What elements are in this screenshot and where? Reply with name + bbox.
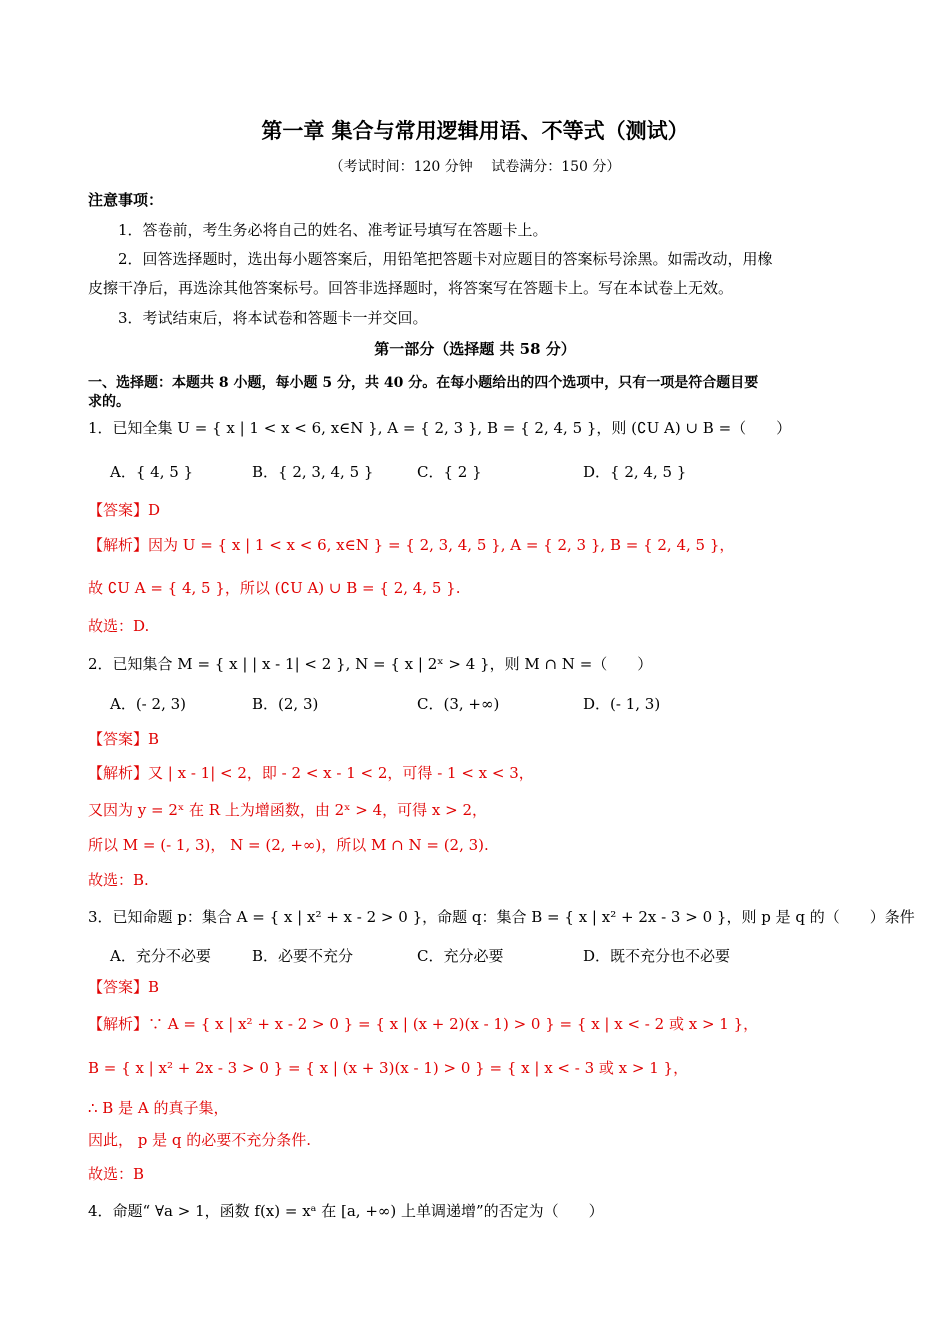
question-2-analysis-line1 xyxy=(88,763,534,783)
question-2-option-b[interactable]: B．(2, 3) xyxy=(252,695,319,713)
analysis-tag: 【解析】 xyxy=(88,536,149,554)
exam-info: （考试时间：120 分钟 试卷满分：150 分） xyxy=(329,159,621,175)
question-2-analysis-line3: 所以 M = (- 1, 3)， N = (2, +∞)，所以 M ∩ N = (2, 3). xyxy=(88,836,489,854)
notice-heading: 注意事项： xyxy=(88,191,164,209)
question-3-conclusion: 故选：B xyxy=(88,1165,145,1183)
question-3-answer xyxy=(88,977,159,997)
question-3-option-a[interactable]: A．充分不必要 xyxy=(110,947,211,965)
notice-item-2-line1: 2．回答选择题时，选出每小题答案后，用铅笔把答题卡对应题目的答案标号涂黑。如需改动，用橡 xyxy=(118,250,773,268)
question-1-option-c[interactable]: C．{ 2 } xyxy=(417,463,482,481)
question-2-answer xyxy=(88,729,159,749)
question-3-option-d[interactable]: D．既不充分也不必要 xyxy=(583,947,731,965)
notice-item-1: 1．答卷前，考生务必将自己的姓名、准考证号填写在答题卡上。 xyxy=(118,221,548,239)
analysis-tag: 【解析】 xyxy=(88,1015,149,1033)
analysis-text: 因为 U = { x | 1 < x < 6, x∈N } = { 2, 3, 4, 5 }, A = { 2, 3 }, B = { 2, 4, 5 }， xyxy=(148,536,735,554)
question-1-stem: 1．已知全集 U = { x | 1 < x < 6, x∈N }, A = { 2, 3 }, B = { 2, 4, 5 }，则 (∁U A) ∪ B =（ ） xyxy=(88,419,792,437)
question-2-option-c[interactable]: C．(3, +∞) xyxy=(417,695,500,713)
question-2-analysis-line2: 又因为 y = 2ˣ 在 R 上为增函数，由 2ˣ > 4，可得 x > 2， xyxy=(88,801,488,819)
question-1-option-a[interactable]: A．{ 4, 5 } xyxy=(110,463,194,481)
question-3-analysis-line2: B = { x | x² + 2x - 3 > 0 } = { x | (x + 3)(x - 1) > 0 } = { x | x < - 3 或 x > 1 }， xyxy=(88,1059,689,1077)
question-3-option-c[interactable]: C．充分必要 xyxy=(417,947,504,965)
question-2-option-a[interactable]: A．(- 2, 3) xyxy=(110,695,186,713)
part1-instruction-line2: 求的。 xyxy=(88,394,130,410)
question-1-conclusion: 故选：D. xyxy=(88,617,150,635)
analysis-text: ∵ A = { x | x² + x - 2 > 0 } = { x | (x + 2)(x - 1) > 0 } = { x | x < - 2 或 x > 1 }， xyxy=(148,1015,759,1033)
question-4-stem: 4．命题“ ∀a > 1，函数 f(x) = xᵃ 在 [a, +∞) 上单调递增”的否定为（ ） xyxy=(88,1202,604,1220)
part1-instruction-line1: 一、选择题：本题共 8 小题，每小题 5 分，共 40 分。在每小题给出的四个选项中，只有一项是符合题目要 xyxy=(88,375,759,391)
question-3-analysis-line4: 因此， p 是 q 的必要不充分条件. xyxy=(88,1131,312,1149)
analysis-text: 又 | x - 1| < 2，即 - 2 < x - 1 < 2，可得 - 1 < x < 3， xyxy=(148,764,534,782)
question-1-answer xyxy=(88,500,160,520)
question-3-stem: 3．已知命题 p：集合 A = { x | x² + x - 2 > 0 }，命题 q：集合 B = { x | x² + 2x - 3 > 0 }，则 p 是 q 的（ ）条件 xyxy=(88,908,915,926)
answer-tag: 【答案】 xyxy=(88,501,149,519)
answer-tag: 【答案】 xyxy=(88,730,149,748)
question-2-stem: 2．已知集合 M = { x | | x - 1| < 2 }, N = { x | 2ˣ > 4 }，则 M ∩ N =（ ） xyxy=(88,655,653,673)
analysis-tag: 【解析】 xyxy=(88,764,149,782)
question-1-option-d[interactable]: D．{ 2, 4, 5 } xyxy=(583,463,687,481)
part1-heading: 第一部分（选择题 共 58 分） xyxy=(374,340,576,358)
page-title: 第一章 集合与常用逻辑用语、不等式（测试） xyxy=(261,118,689,143)
question-1-analysis-line1 xyxy=(88,535,734,555)
answer-value: B xyxy=(148,730,160,748)
answer-value: D xyxy=(148,501,161,519)
notice-item-3: 3．考试结束后，将本试卷和答题卡一并交回。 xyxy=(118,309,428,327)
question-2-option-d[interactable]: D．(- 1, 3) xyxy=(583,695,661,713)
question-3-analysis-line1 xyxy=(88,1014,758,1034)
question-2-conclusion: 故选：B. xyxy=(88,871,149,889)
question-3-option-b[interactable]: B．必要不充分 xyxy=(252,947,354,965)
answer-value: B xyxy=(148,978,160,996)
question-1-analysis-line2: 故 ∁U A = { 4, 5 }，所以 (∁U A) ∪ B = { 2, 4, 5 }. xyxy=(88,579,461,597)
question-3-analysis-line3: ∴ B 是 A 的真子集， xyxy=(88,1099,229,1117)
answer-tag: 【答案】 xyxy=(88,978,149,996)
notice-item-2-line2: 皮擦干净后，再选涂其他答案标号。回答非选择题时，将答案写在答题卡上。写在本试卷上无效。 xyxy=(88,279,734,297)
question-1-option-b[interactable]: B．{ 2, 3, 4, 5 } xyxy=(252,463,374,481)
